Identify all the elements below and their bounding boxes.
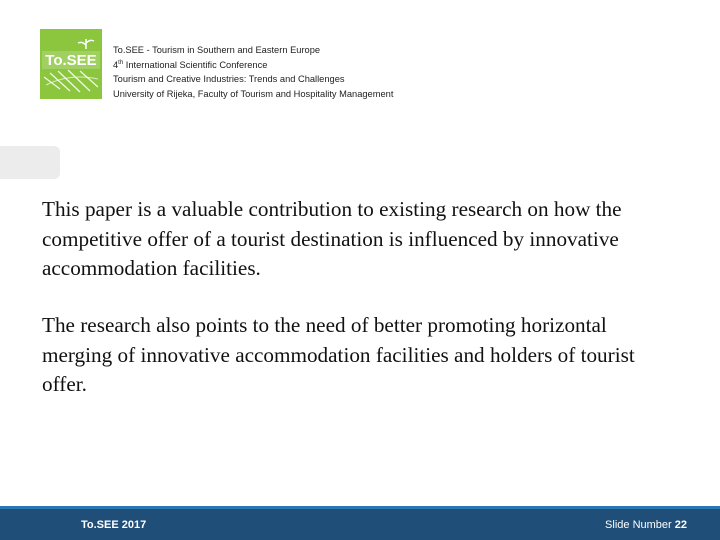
body-paragraph-2: The research also points to the need of better promoting horizontal merging of innovative accommodation facilities and holders of tourist offer. [42,313,635,396]
slide-number-label: Slide Number [605,519,672,531]
decorative-tab [0,146,60,179]
slide-number [605,519,687,531]
header-line-3: Tourism and Creative Industries: Trends and Challenges [113,74,345,85]
body-paragraph-1: This paper is a valuable contribution to existing research on how the competitive offer of a tourist destination is influenced by innovative accommodation facilities. [42,197,622,280]
conference-number-suffix: th [118,59,124,66]
logo-text: To.SEE [45,52,97,69]
tosee-logo-graphic [40,29,102,99]
conference-header [113,43,393,102]
tosee-logo [40,29,102,99]
header-line-4: University of Rijeka, Faculty of Tourism and Hospitality Management [113,89,394,100]
slide-number-value: 22 [674,519,687,531]
header-line-1: To.SEE - Tourism in Southern and Eastern Europe [113,45,321,55]
conference-number: 4 [113,59,119,70]
footer-event-label: To.SEE 2017 [81,519,147,531]
conference-name: International Scientific Conference [125,59,268,70]
header-line-2 [113,58,393,73]
